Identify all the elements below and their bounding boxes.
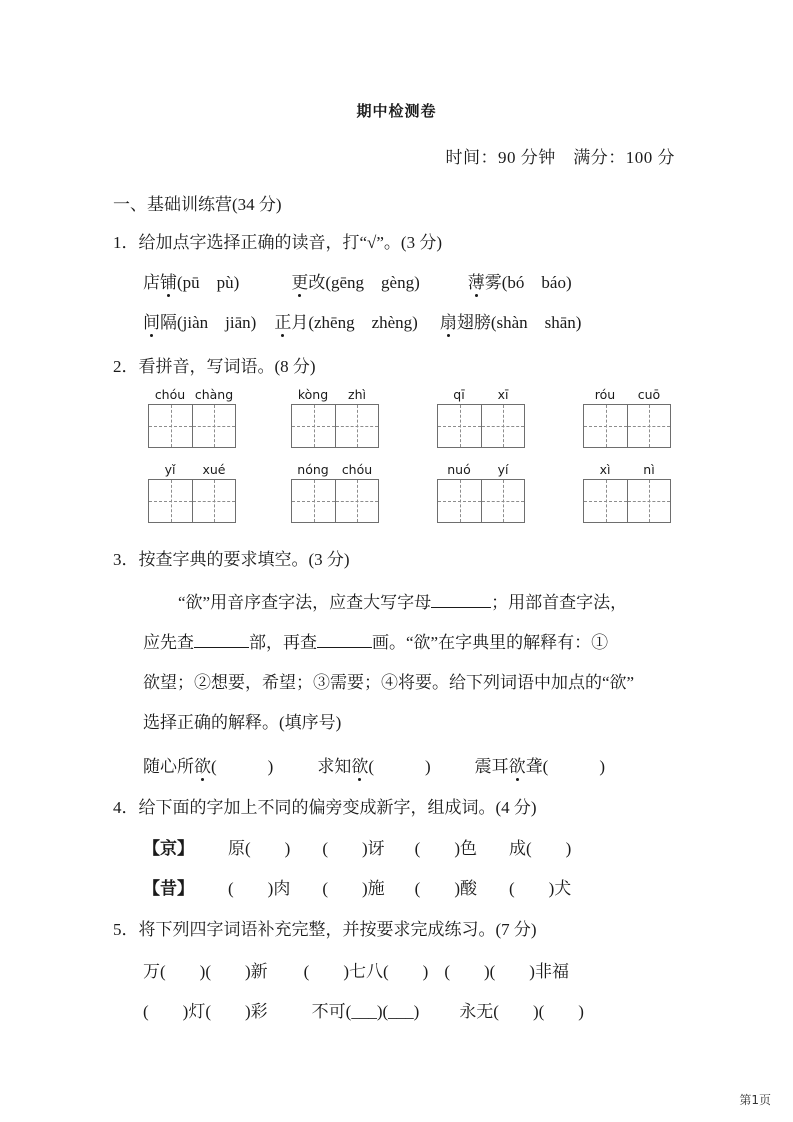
pinyin-8b: nì	[643, 462, 655, 477]
q3-line2-a: 应先查	[143, 633, 194, 652]
q3-answer-blank-1[interactable]: ( )	[211, 757, 274, 776]
pinyin-2b: zhì	[348, 387, 366, 402]
q4-head-char-2: 【昔】	[143, 879, 194, 898]
pinyin-grid-1	[148, 388, 236, 448]
pinyin-6a: nóng	[297, 462, 329, 477]
grid-cell[interactable]	[438, 405, 481, 447]
q5-cell-6[interactable]: 永无( )( )	[459, 1002, 584, 1021]
q4-cell-7[interactable]: ( )酸	[414, 879, 477, 898]
exam-meta: 时间：90 分钟 满分：100 分	[445, 148, 675, 167]
dot-marked-char: 铺	[160, 268, 177, 293]
question-4-number: 4．	[113, 798, 139, 817]
grid-cell[interactable]	[627, 480, 670, 522]
q1-options-1[interactable]: (pū pù)	[177, 273, 240, 292]
pinyin-6b: chóu	[341, 462, 373, 477]
question-1-prompt	[113, 228, 442, 253]
question-5-text: 将下列四字词语补充完整，并按要求完成练习。(7 分)	[138, 920, 537, 939]
question-4-row-1	[143, 834, 571, 859]
grid-cell[interactable]	[481, 480, 524, 522]
tianzige-grid[interactable]	[583, 404, 671, 448]
q4-cell-3[interactable]: ( )色	[414, 839, 477, 858]
grid-cell[interactable]	[335, 480, 378, 522]
q4-head-char-1: 【京】	[143, 839, 194, 858]
dot-marked-char: 间	[143, 308, 160, 333]
question-4-text: 给下面的字加上不同的偏旁变成新字，组成词。(4 分)	[138, 798, 537, 817]
q5-cell-5[interactable]: 不可(___)(___)	[311, 1002, 420, 1021]
page-title: 期中检测卷	[356, 102, 437, 120]
dot-marked-char: 欲	[351, 752, 368, 777]
grid-cell[interactable]	[292, 405, 335, 447]
question-3-answer-row	[143, 752, 605, 777]
pinyin-3a: qī	[453, 387, 465, 402]
grid-cell[interactable]	[438, 480, 481, 522]
pinyin-grid-8	[583, 463, 671, 523]
q4-cell-4[interactable]: 成( )	[508, 839, 572, 858]
dot-marked-char: 更	[291, 268, 308, 293]
q1-options-6[interactable]: (shàn shān)	[490, 313, 582, 332]
grid-cell[interactable]	[481, 405, 524, 447]
pinyin-7a: nuó	[447, 462, 471, 477]
section-heading-1: 一、基础训练营(34 分)	[113, 195, 282, 214]
q1-options-4[interactable]: (jiàn jiān)	[177, 313, 257, 332]
pinyin-3b: xī	[497, 387, 509, 402]
pinyin-5b: xué	[202, 462, 226, 477]
pinyin-label-row	[437, 388, 525, 402]
pinyin-grid-6	[291, 463, 379, 523]
pinyin-label-row	[148, 463, 236, 477]
question-4-row-2	[143, 874, 571, 899]
question-5-row-2	[143, 997, 584, 1022]
question-3-prompt	[113, 545, 350, 570]
q4-cell-6[interactable]: ( )施	[322, 879, 385, 898]
tianzige-grid[interactable]	[291, 404, 379, 448]
q1-options-3[interactable]: (bó báo)	[501, 273, 572, 292]
pinyin-label-row	[148, 388, 236, 402]
q3-item-3: 震耳欲聋( )	[475, 757, 605, 776]
q3-answer-blank-3[interactable]: 聋( )	[525, 757, 605, 776]
question-3-line-1	[178, 588, 627, 613]
q3-line2-c: 画。“欲”在字典里的解释有：①	[372, 633, 609, 652]
pinyin-grid-4	[583, 388, 671, 448]
q1-item-4: 间隔(jiàn jiān)	[143, 313, 256, 332]
q4-cell-1[interactable]: 原( )	[228, 839, 291, 858]
dot-marked-char: 欲	[509, 752, 526, 777]
dot-marked-char: 正	[274, 308, 291, 333]
grid-cell[interactable]	[192, 480, 235, 522]
q1-item-6: 扇翅膀(shàn shān)	[440, 313, 582, 332]
q3-blank-strokes[interactable]	[317, 630, 372, 648]
q1-options-2[interactable]: (gēng gèng)	[325, 273, 420, 292]
pinyin-7b: yí	[497, 462, 509, 477]
tianzige-grid[interactable]	[291, 479, 379, 523]
question-3-number: 3．	[113, 550, 139, 569]
page-number: 第1页	[739, 1093, 771, 1107]
question-3-line-2	[143, 628, 608, 653]
q3-item-2: 求知欲( )	[317, 757, 430, 776]
question-1-row-1	[143, 268, 572, 293]
q5-cell-3[interactable]: ( )( )非福	[444, 962, 569, 981]
q3-blank-radical[interactable]	[194, 630, 249, 648]
pinyin-label-row	[437, 463, 525, 477]
pinyin-label-row	[291, 463, 379, 477]
tianzige-grid[interactable]	[148, 479, 236, 523]
question-2-text: 看拼音，写词语。(8 分)	[138, 357, 316, 376]
q3-line2-b: 部，再查	[249, 633, 317, 652]
question-2-prompt	[113, 352, 316, 377]
q3-answer-blank-2[interactable]: ( )	[368, 757, 431, 776]
q5-cell-1[interactable]: 万( )( )新	[143, 962, 268, 981]
pinyin-8a: xì	[599, 462, 611, 477]
tianzige-grid[interactable]	[437, 404, 525, 448]
grid-cell[interactable]	[292, 480, 335, 522]
pinyin-4a: róu	[594, 387, 616, 402]
pinyin-label-row	[583, 463, 671, 477]
q3-blank-letter[interactable]	[431, 590, 491, 608]
pinyin-label-row	[583, 388, 671, 402]
question-3-text: 按查字典的要求填空。(3 分)	[138, 550, 350, 569]
q3-item-1: 随心所欲( )	[143, 757, 273, 776]
pinyin-4b: cuō	[637, 387, 661, 402]
question-1-row-2	[143, 308, 581, 333]
question-5-row-1	[143, 957, 569, 982]
tianzige-grid[interactable]	[148, 404, 236, 448]
q1-item-2: 更改(gēng gèng)	[291, 273, 419, 292]
grid-cell[interactable]	[584, 405, 627, 447]
pinyin-label-row	[291, 388, 379, 402]
q1-item-3: 薄雾(bó báo)	[468, 273, 572, 292]
question-1-text: 给加点字选择正确的读音，打“√”。(3 分)	[138, 233, 442, 252]
pinyin-2a: kòng	[297, 387, 329, 402]
pinyin-grid-5	[148, 463, 236, 523]
question-4-prompt	[113, 793, 537, 818]
q4-cell-8[interactable]: ( )犬	[508, 879, 572, 898]
q5-cell-2[interactable]: ( )七八( )	[303, 962, 429, 981]
question-3-line-3: 欲望；②想要，希望；③需要；④将要。给下列词语中加点的“欲”	[143, 673, 635, 692]
q1-item-5: 正月(zhēng zhèng)	[274, 313, 418, 332]
pinyin-grid-3	[437, 388, 525, 448]
question-1-number: 1．	[113, 233, 139, 252]
pinyin-1a: chóu	[154, 387, 186, 402]
pinyin-5a: yǐ	[164, 462, 176, 477]
tianzige-grid[interactable]	[437, 479, 525, 523]
q4-cell-2[interactable]: ( )讶	[322, 839, 385, 858]
question-5-prompt	[113, 915, 537, 940]
grid-cell[interactable]	[335, 405, 378, 447]
pinyin-1b: chàng	[194, 387, 234, 402]
question-5-number: 5．	[113, 920, 139, 939]
grid-cell[interactable]	[149, 405, 192, 447]
q3-line1-b: ；用部首查字法，	[491, 593, 628, 612]
q1-item-1: 店铺(pū pù)	[143, 273, 239, 292]
q3-line1-a: “欲”用音序查字法，应查大写字母	[178, 593, 432, 612]
grid-cell[interactable]	[192, 405, 235, 447]
dot-marked-char: 欲	[194, 752, 211, 777]
grid-cell[interactable]	[627, 405, 670, 447]
dot-marked-char: 薄	[468, 268, 485, 293]
question-2-number: 2．	[113, 357, 139, 376]
pinyin-grid-2	[291, 388, 379, 448]
tianzige-grid[interactable]	[583, 479, 671, 523]
grid-cell[interactable]	[584, 480, 627, 522]
dot-marked-char: 扇	[440, 308, 457, 333]
q4-cell-5[interactable]: ( )肉	[228, 879, 291, 898]
q5-cell-4[interactable]: ( )灯( )彩	[143, 1002, 268, 1021]
question-3-line-4: 选择正确的解释。(填序号)	[143, 713, 342, 732]
grid-cell[interactable]	[149, 480, 192, 522]
q1-options-5[interactable]: (zhēng zhèng)	[308, 313, 418, 332]
pinyin-grid-7	[437, 463, 525, 523]
